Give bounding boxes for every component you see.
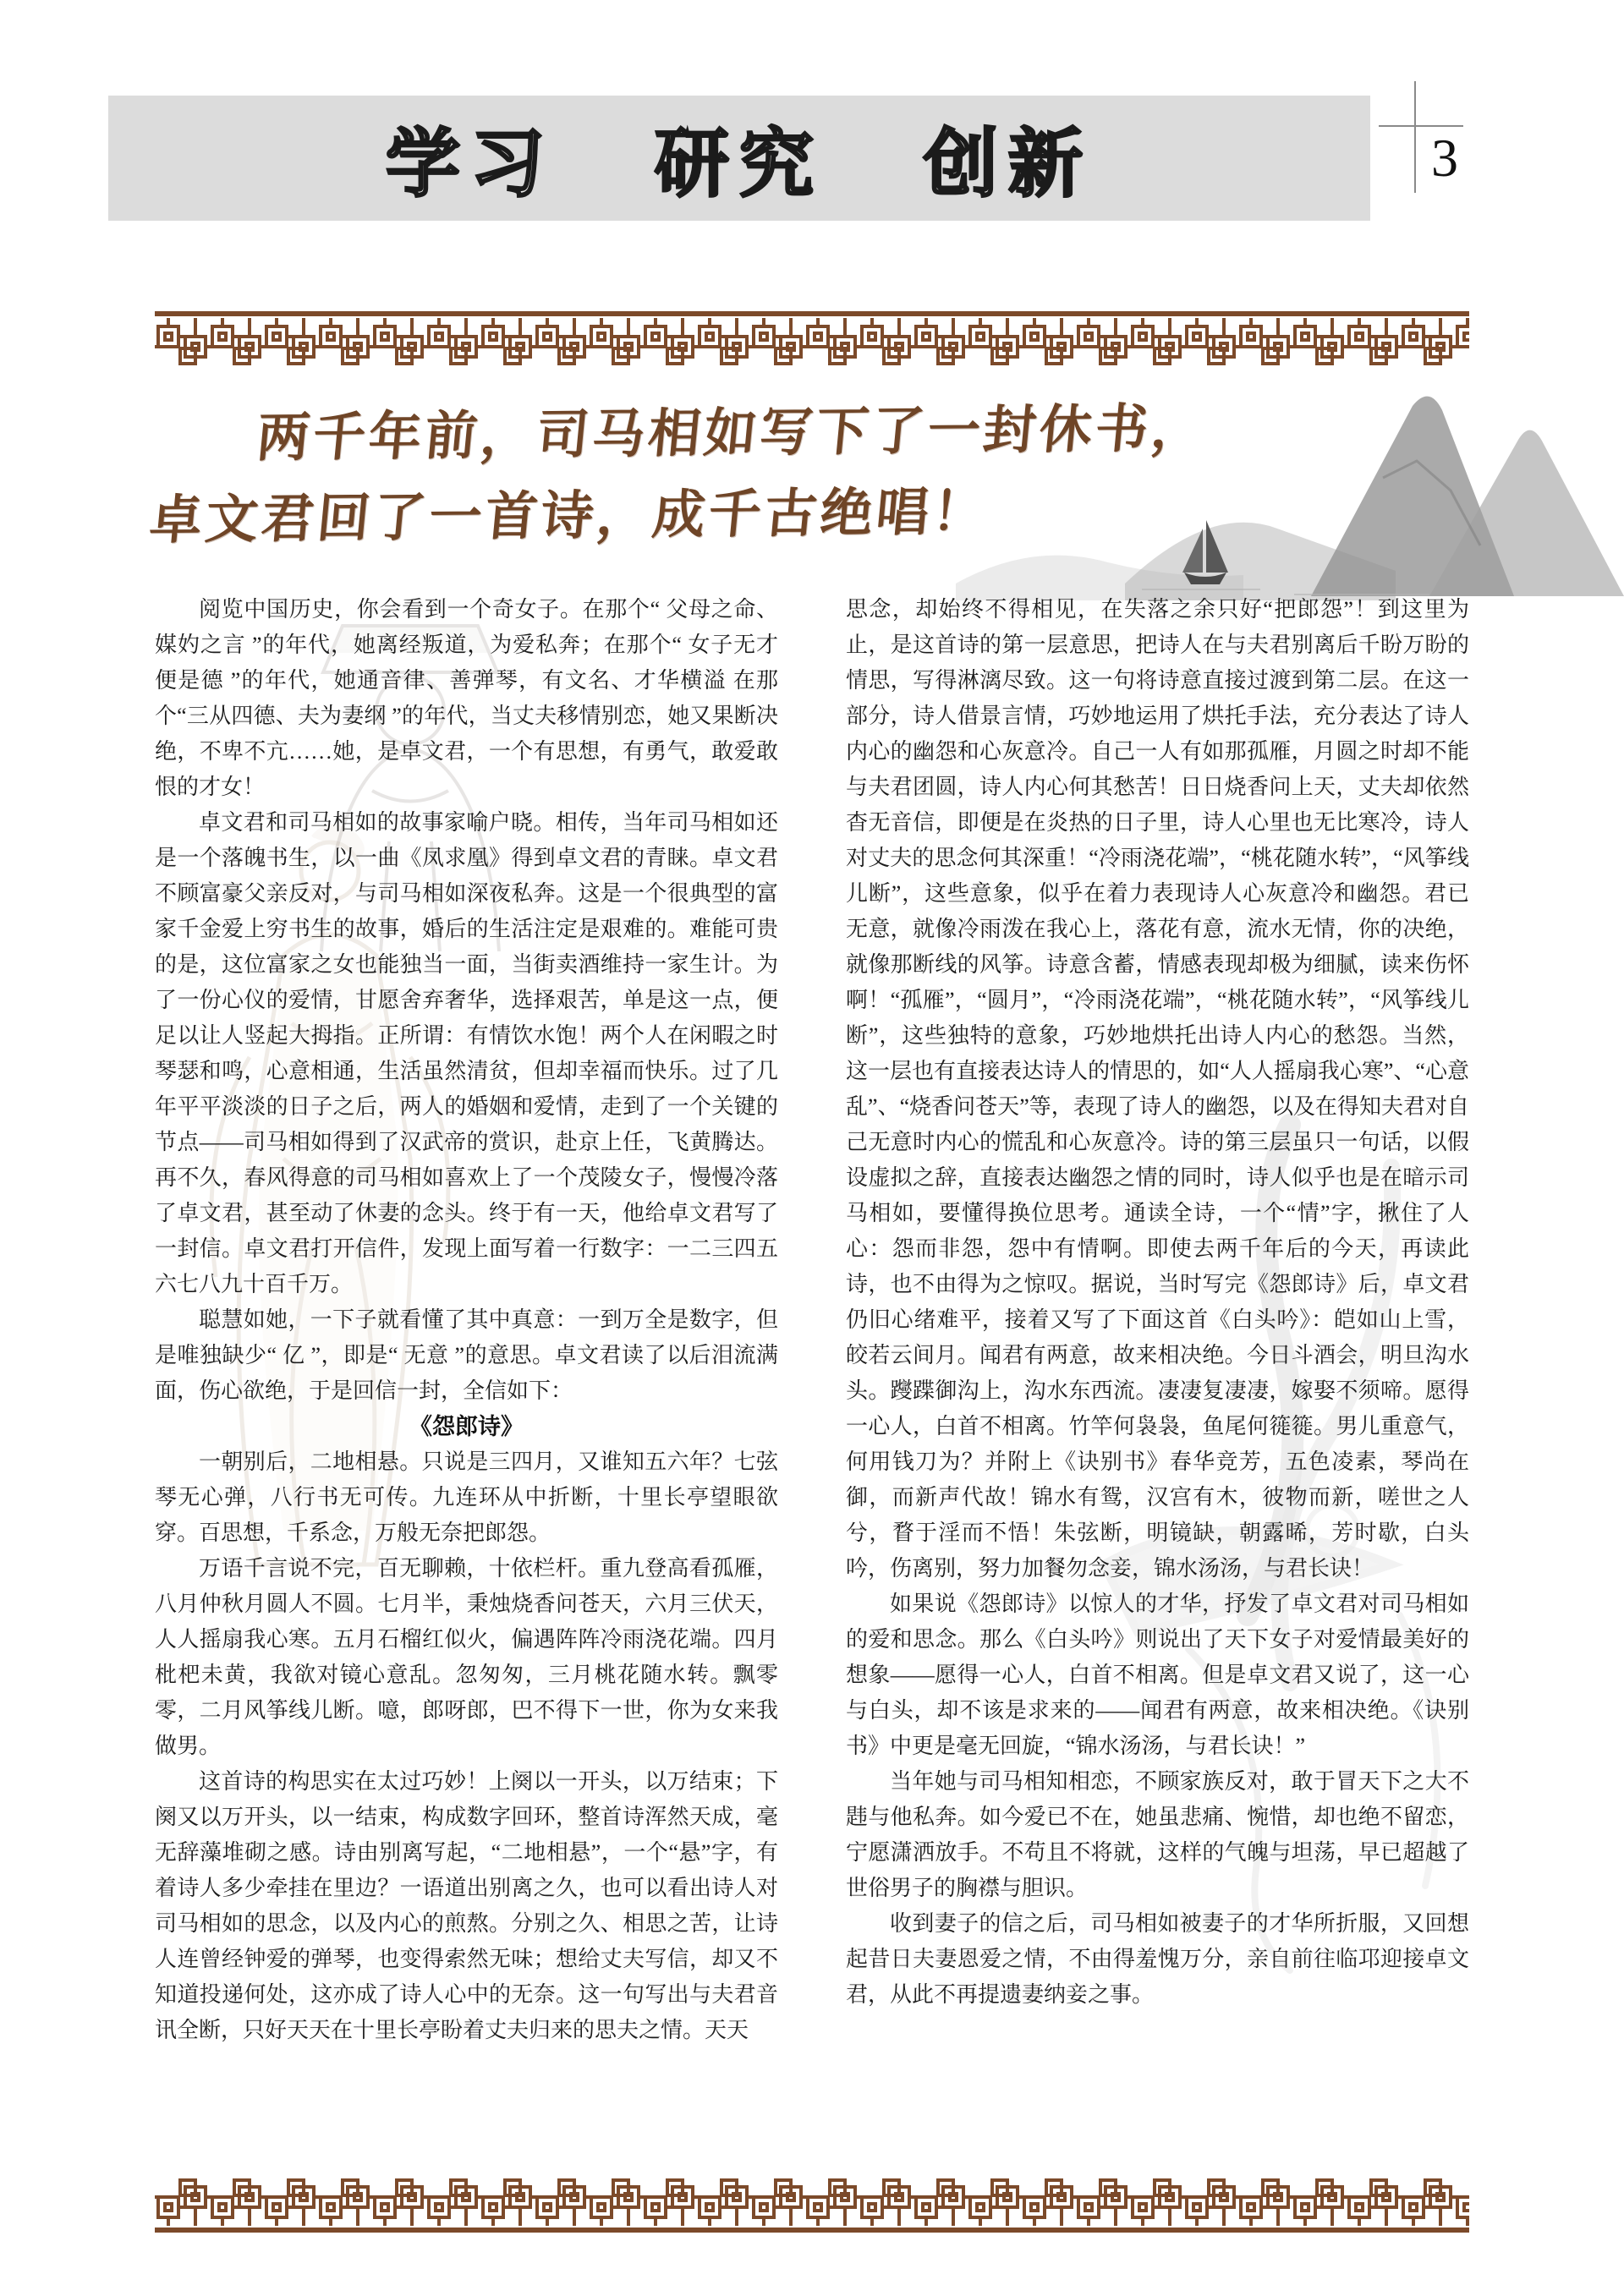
page-header-band [108,96,1370,221]
crop-mark-vertical [1414,81,1416,193]
article-paragraph: 阅览中国历史，你会看到一个奇女子。在那个“ 父母之命、媒妁之言 ”的年代，她离经叛道，为爱私奔；在那个“ 女子无才便是德 ”的年代，她通音律、善弹琴，有文名、才华横溢 在那个“三从四德、夫为妻纲 ”的年代，当丈夫移情别恋，她又果断决绝，不卑不亢……她，是卓文君，一个有思想，有勇气，敢爱敢恨的才女！ [155,597,778,799]
header-word-research: 研究 [654,122,824,205]
article-paragraph: 卓文君和司马相如的故事家喻户晓。相传，当年司马相如还是一个落魄书生，以一曲《凤求凰》得到卓文君的青睐。卓文君不顾富豪父亲反对，与司马相如深夜私奔。这是一个很典型的富家千金爱上穷书生的故事，婚后的生活注定是艰难的。难能可贵的是，这位富家之女也能独当一面，当街卖酒维持一家生计。为了一份心仪的爱情，甘愿舍弃奢华，选择艰苦，单是这一点，便足以让人竖起大拇指。正所谓：有情饮水饱！两个人在闲暇之时琴瑟和鸣，心意相通，生活虽然清贫，但却幸福而快乐。过了几年平平淡淡的日子之后，两人的婚姻和爱情，走到了一个关键的节点——司马相如得到了汉武帝的赏识，赴京上任，飞黄腾达。再不久，春风得意的司马相如喜欢上了一个茂陵女子，慢慢冷落了卓文君，甚至动了休妻的念头。终于有一天，他给卓文君写了一封信。卓文君打开信件，发现上面写着一行数字：一二三四五六七八九十百千万。 [155,810,778,1296]
title-line-1: 两千年前，司马相如写下了一封休书， [254,400,1210,468]
right-column [846,592,1469,2048]
article-paragraph: 一朝别后，二地相悬。只说是三四月，又谁知五六年？七弦琴无心弹，八行书无可传。九连环从中折断，十里长亭望眼欲穿。百思想，千系念，万般无奈把郎怨。 [155,1449,778,1545]
article-paragraph: 收到妻子的信之后，司马相如被妻子的才华所折服，又回想起昔日夫妻恩爱之情，不由得羞愧万分，亲自前往临邛迎接卓文君，从此不再提遗妻纳妾之事。 [846,1911,1469,2007]
article-paragraph: 如果说《怨郎诗》以惊人的才华，抒发了卓文君对司马相如的爱和思念。那么《白头吟》则说出了天下女子对爱情最美好的想象——愿得一心人，白首不相离。但是卓文君又说了，这一心与白头，却不该是求来的——闻君有两意，故来相决绝。《诀别书》中更是毫无回旋，“锦水汤汤，与君长诀！” [846,1592,1469,1758]
header-word-innovation: 创新 [924,122,1094,205]
page-number: 3 [1431,128,1458,188]
poem-title-heading: 《怨郎诗》 [409,1414,524,1439]
article-paragraph: 这首诗的构思实在太过巧妙！上阕以一开头，以万结束；下阕又以万开头，以一结束，构成数字回环，整首诗浑然天成，毫无辞藻堆砌之感。诗由别离写起，“二地相悬”，一个“悬”字，有着诗人多少牵挂在里边？一语道出别离之久，也可以看出诗人对司马相如的思念，以及内心的煎熬。分别之久、相思之苦，让诗人连曾经钟爱的弹琴，也变得索然无味；想给丈夫写信，却又不知道投递何处，这亦成了诗人心中的无奈。这一句写出与夫君音讯全断，只好天天在十里长亭盼着丈夫归来的思夫之情。天天 [155,1769,778,2042]
lattice-border-bottom [155,2173,1469,2233]
title-line-2: 卓文君回了一首诗，成千古绝唱！ [146,483,991,551]
article-paragraph: 当年她与司马相知相恋，不顾家族反对，敢于冒天下之大不韪与他私奔。如今爱已不在，她虽悲痛、惋惜，却也绝不留恋，宁愿潇洒放手。不苟且不将就，这样的气魄与坦荡，早已超越了世俗男子的胸襟与胆识。 [846,1769,1469,1900]
left-column [155,592,778,2048]
article-paragraph: 万语千言说不完，百无聊赖，十依栏杆。重九登高看孤雁，八月仲秋月圆人不圆。七月半，秉烛烧香问苍天，六月三伏天，人人摇扇我心寒。五月石榴红似火，偏遇阵阵冷雨浇花端。四月枇杷未黄，我欲对镜心意乱。忽匆匆，三月桃花随水转。飘零零，二月风筝线儿断。噫，郎呀郎，巴不得下一世，你为女来我做男。 [155,1556,778,1758]
article-body [155,592,1469,2048]
article-paragraph: 聪慧如她，一下子就看懂了其中真意：一到万全是数字，但是唯独缺少“ 亿 ”，即是“ 无意 ”的意思。卓文君读了以后泪流满面，伤心欲绝，于是回信一封，全信如下： [155,1307,778,1403]
article-paragraph: 思念，却始终不得相见，在失落之余只好“把郎怨”！到这里为止，是这首诗的第一层意思，把诗人在与夫君别离后千盼万盼的情思，写得淋漓尽致。这一句将诗意直接过渡到第二层。在这一部分，诗人借景言情，巧妙地运用了烘托手法，充分表达了诗人内心的幽怨和心灰意冷。自己一人有如那孤雁，月圆之时却不能与夫君团圆，诗人内心何其愁苦！日日烧香问上天，丈夫却依然杳无音信，即便是在炎热的日子里，诗人心里也无比寒冷，诗人对丈夫的思念何其深重！“冷雨浇花端”，“桃花随水转”，“风筝线儿断”，这些意象，似乎在着力表现诗人心灰意冷和幽怨。君已无意，就像冷雨泼在我心上，落花有意，流水无情，你的决绝，就像那断线的风筝。诗意含蓄，情感表现却极为细腻，读来伤怀啊！“孤雁”，“圆月”，“冷雨浇花端”，“桃花随水转”，“风筝线儿断”，这些独特的意象，巧妙地烘托出诗人内心的愁怨。当然，这一层也有直接表达诗人的情思的，如“人人摇扇我心寒”、“心意乱”、“烧香问苍天”等，表现了诗人的幽怨，以及在得知夫君对自己无意时内心的慌乱和心灰意冷。诗的第三层虽只一句话，以假设虚拟之辞，直接表达幽怨之情的同时，诗人似乎也是在暗示司马相如，要懂得换位思考。通读全诗，一个“情”字，揪住了人心：怨而非怨，怨中有情啊。即使去两千年后的今天，再读此诗，也不由得为之惊叹。据说，当时写完《怨郎诗》后，卓文君仍旧心绪难平，接着又写了下面这首《白头吟》：皑如山上雪，皎若云间月。闻君有两意，故来相决绝。今日斗酒会，明旦沟水头。躞蹀御沟上，沟水东西流。凄凄复凄凄，嫁娶不须啼。愿得一心人，白首不相离。竹竿何袅袅，鱼尾何簁簁。男儿重意气，何用钱刀为？并附上《诀别书》春华竞芳，五色凌素，琴尚在御，而新声代故！锦水有鸳，汉宫有木，彼物而新，嗟世之人兮，瞀于淫而不悟！朱弦断，明镜缺，朝露晞，芳时歇，白头吟，伤离别，努力加餐勿念妾，锦水汤汤，与君长诀！ [846,597,1469,1581]
ink-mountains-illustration [956,359,1624,613]
header-word-study: 学习 [385,122,555,205]
